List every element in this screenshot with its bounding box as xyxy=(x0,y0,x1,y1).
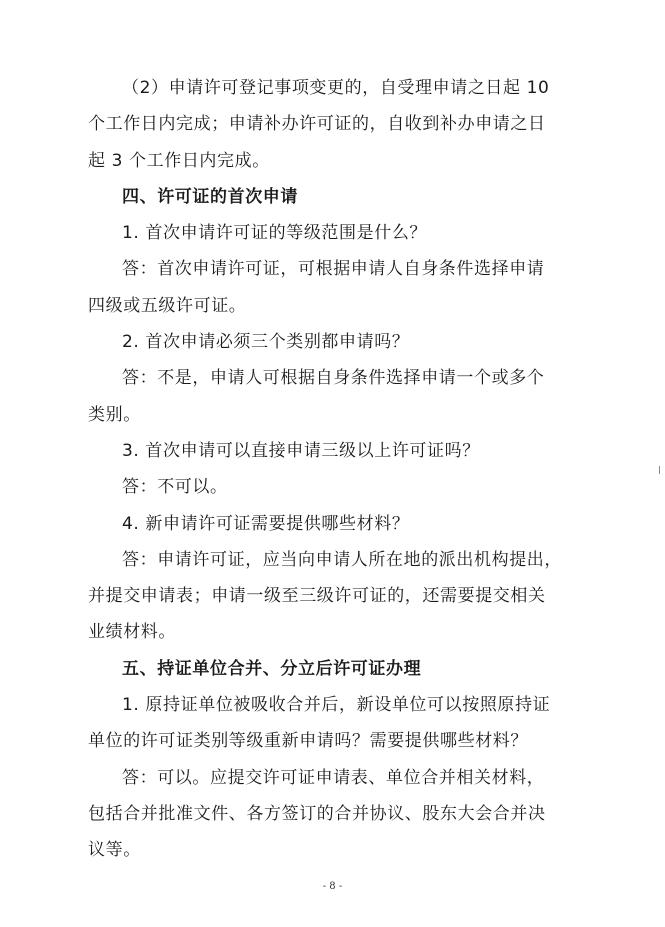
answer-line: 业绩材料。 xyxy=(88,622,176,643)
question-line: 1. 首次申请许可证的等级范围是什么？ xyxy=(122,223,428,244)
section-heading: 四、许可证的首次申请 xyxy=(122,186,298,207)
answer-line: 并提交申请表；申请一级至三级许可证的，还需要提交相关 xyxy=(88,586,546,607)
section-heading: 五、持证单位合并、分立后许可证办理 xyxy=(122,658,422,679)
answer-line: 答：不可以。 xyxy=(122,477,228,498)
question-line: 4. 新申请许可证需要提供哪些材料？ xyxy=(122,513,410,534)
paragraph-line: 个工作日内完成；申请补办许可证的，自收到补办申请之日 xyxy=(88,114,546,135)
paragraph-line: （2）申请许可登记事项变更的，自受理申请之日起 10 xyxy=(122,78,550,98)
question-line: 1. 原持证单位被吸收合并后，新设单位可以按照原持证 xyxy=(122,695,551,716)
answer-line: 包括合并批准文件、各方签订的合并协议、股东大会合并决 xyxy=(88,803,546,824)
answer-line: 答：可以。应提交许可证申请表、单位合并相关材料， xyxy=(122,767,545,788)
answer-line: 答：申请许可证，应当向申请人所在地的派出机构提出， xyxy=(122,549,562,570)
question-line: 3. 首次申请可以直接申请三级以上许可证吗？ xyxy=(122,440,480,461)
page-number: - 8 - xyxy=(322,881,343,892)
question-line: 2. 首次申请必须三个类别都申请吗？ xyxy=(122,332,410,353)
answer-line: 议等。 xyxy=(88,840,141,861)
question-line: 单位的许可证类别等级重新申请吗？需要提供哪些材料？ xyxy=(88,731,528,752)
scan-edge-mark xyxy=(659,466,660,474)
answer-line: 答：不是，申请人可根据自身条件选择申请一个或多个 xyxy=(122,368,545,389)
document-body xyxy=(88,70,588,869)
answer-line: 四级或五级许可证。 xyxy=(88,295,247,316)
paragraph-line: 起 3 个工作日内完成。 xyxy=(88,150,270,171)
answer-line: 类别。 xyxy=(88,404,141,425)
answer-line: 答：首次申请许可证，可根据申请人自身条件选择申请 xyxy=(122,259,545,280)
